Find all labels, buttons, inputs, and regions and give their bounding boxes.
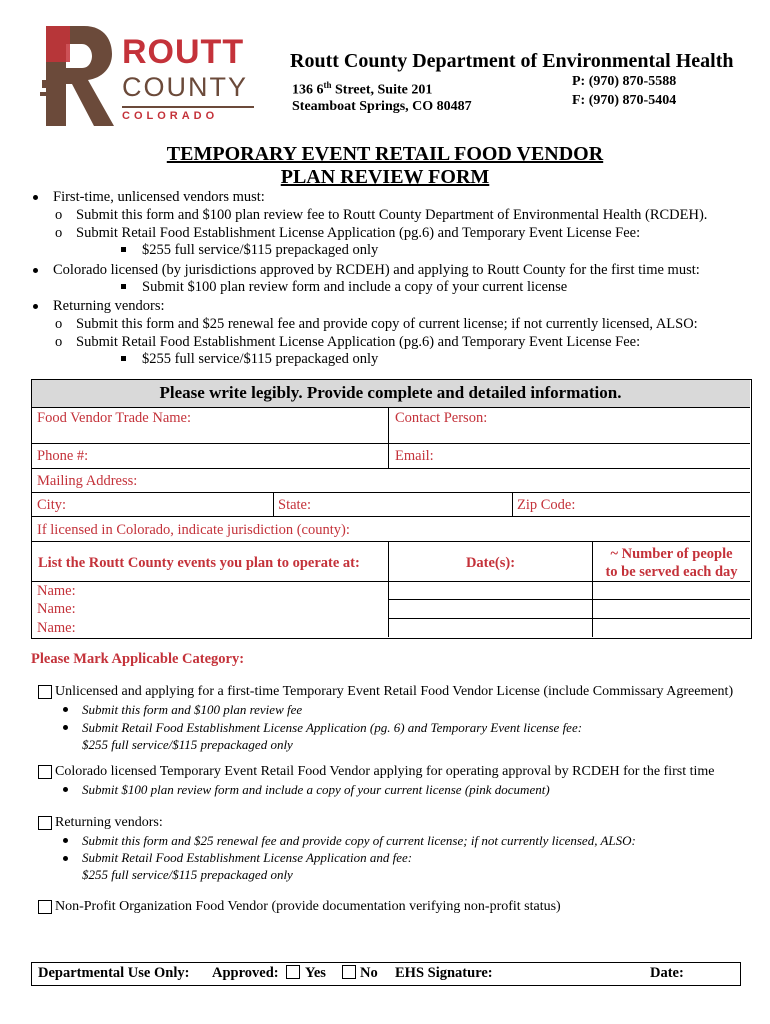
people-label-line2: to be served each day [605,564,738,580]
date-field[interactable]: Date: [650,965,684,981]
sub-bullet-o: o [55,207,63,223]
category-checkbox-nonprofit[interactable] [38,900,52,914]
logo-divider [122,106,254,108]
instruction-line: First-time, unlicensed vendors must: [53,189,265,205]
bullet-dot [63,856,68,861]
table-rule [31,492,750,493]
category-sub-item: Submit Retail Food Establishment License Application (pg. 6) and Temporary Event license fee: [82,720,583,735]
zip-code-field[interactable]: Zip Code: [517,497,576,513]
form-heading: Please write legibly. Provide complete and detailed information. [159,383,622,402]
logo-colorado-text: COLORADO [122,110,219,122]
city-address: Steamboat Springs, CO 80487 [292,99,472,114]
trade-name-field[interactable]: Food Vendor Trade Name: [37,410,191,426]
event-name-field[interactable]: Name: [37,601,76,617]
category-sub-item: $255 full service/$115 prepackaged only [82,737,293,752]
approved-yes-label: Yes [305,965,326,981]
instruction-line: Submit this form and $25 renewal fee and provide copy of current license; if not currently licensed, ALSO: [76,316,698,332]
approved-no-checkbox[interactable] [342,965,356,979]
people-label-line1: ~ Number of people [610,546,733,562]
category-checkbox-colorado-licensed[interactable] [38,765,52,779]
logo-routt-text: ROUTT [122,33,245,71]
category-heading: Please Mark Applicable Category: [31,651,245,667]
logo-county-text: COUNTY [122,72,248,102]
form-title-line1: TEMPORARY EVENT RETAIL FOOD VENDOR [166,143,604,165]
form-title-line2: PLAN REVIEW FORM [280,166,490,188]
table-rule [512,492,513,516]
table-rule [388,407,389,468]
bullet-dot [63,838,68,843]
bullet-dot [63,725,68,730]
bullet-dot [33,268,38,273]
square-bullet [121,284,126,289]
category-option-label: Unlicensed and applying for a first-time Temporary Event Retail Food Vendor License (include Commissary Agreement) [55,684,734,699]
table-rule [31,541,750,542]
email-field[interactable]: Email: [395,448,434,464]
instruction-line: $255 full service/$115 prepackaged only [142,242,379,258]
routt-county-logo-r [40,22,116,130]
approved-no-label: No [360,965,378,981]
category-sub-item: Submit this form and $100 plan review fee [82,702,303,717]
bullet-dot [33,195,38,200]
approved-yes-checkbox[interactable] [286,965,300,979]
category-sub-item: Submit $100 plan review form and include a copy of your current license (pink document) [82,782,550,797]
mailing-address-field[interactable]: Mailing Address: [37,473,138,489]
table-rule [389,618,750,619]
category-sub-item: Submit this form and $25 renewal fee and provide copy of current license; if not currently licensed, ALSO: [82,833,636,848]
instruction-line: Submit Retail Food Establishment License Application (pg.6) and Temporary Event License Fee: [76,334,641,350]
instruction-line: Returning vendors: [53,298,165,314]
sub-bullet-o: o [55,334,63,350]
contact-person-field[interactable]: Contact Person: [395,410,488,426]
dates-label: Date(s): [465,555,516,571]
table-rule [31,468,750,469]
phone-field[interactable]: Phone #: [37,448,89,464]
bullet-dot [33,304,38,309]
sub-bullet-o: o [55,225,63,241]
category-option-label: Colorado licensed Temporary Event Retail Food Vendor applying for operating approval by RCDEH for the first time [55,764,715,779]
approved-label: Approved: [212,965,279,981]
category-option-label: Non-Profit Organization Food Vendor (provide documentation verifying non-profit status) [55,899,561,914]
phone-number: P: (970) 870-5588 [572,74,677,89]
category-sub-item: $255 full service/$115 prepackaged only [82,867,293,882]
bullet-dot [63,707,68,712]
category-option-label: Returning vendors: [55,815,163,830]
instruction-line: Colorado licensed (by jurisdictions approved by RCDEH) and applying to Routt County for the first time must: [53,262,700,278]
instruction-line: $255 full service/$115 prepackaged only [142,351,379,367]
table-rule [31,581,750,582]
sub-bullet-o: o [55,316,63,332]
event-name-field[interactable]: Name: [37,583,76,599]
table-rule [31,407,750,408]
events-label: List the Routt County events you plan to operate at: [38,555,360,571]
state-field[interactable]: State: [278,497,312,513]
department-name: Routt County Department of Environmental Health [290,50,734,72]
street-address: 136 6th Street, Suite 201 [292,80,433,98]
table-rule [389,599,750,600]
event-name-field[interactable]: Name: [37,620,76,636]
category-sub-item: Submit Retail Food Establishment License Application and fee: [82,850,413,865]
table-rule [31,443,750,444]
table-rule [273,492,274,516]
square-bullet [121,356,126,361]
square-bullet [121,247,126,252]
ehs-signature-field[interactable]: EHS Signature: [395,965,493,981]
departmental-use-label: Departmental Use Only: [38,965,190,981]
table-rule [31,516,750,517]
instruction-line: Submit this form and $100 plan review fee to Routt County Department of Environmental Health (RCDEH). [76,207,708,223]
bullet-dot [63,787,68,792]
instruction-line: Submit Retail Food Establishment License Application (pg.6) and Temporary Event License Fee: [76,225,641,241]
instruction-line: Submit $100 plan review form and include a copy of your current license [142,279,568,295]
category-checkbox-returning[interactable] [38,816,52,830]
category-checkbox-unlicensed[interactable] [38,685,52,699]
fax-number: F: (970) 870-5404 [572,93,677,108]
jurisdiction-field[interactable]: If licensed in Colorado, indicate jurisdiction (county): [37,522,350,538]
city-field[interactable]: City: [37,497,67,513]
